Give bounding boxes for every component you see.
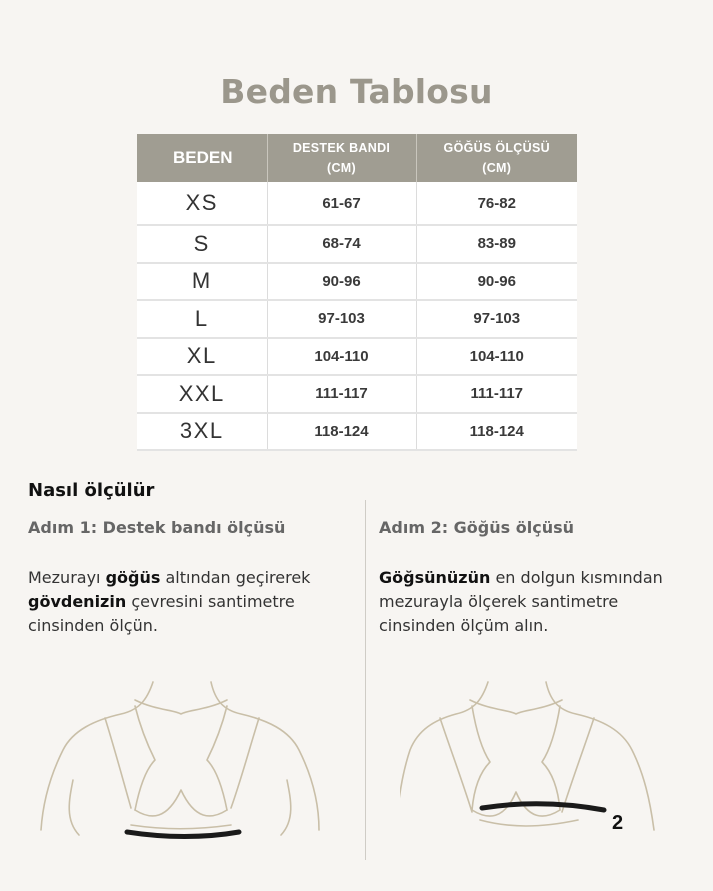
table-row bbox=[137, 182, 577, 225]
bust-cell: 90-96 bbox=[416, 263, 577, 301]
size-cell: S bbox=[137, 225, 267, 263]
band-cell: 90-96 bbox=[267, 263, 416, 301]
band-cell: 118-124 bbox=[267, 413, 416, 451]
bust-cell: 83-89 bbox=[416, 225, 577, 263]
header-band bbox=[267, 134, 416, 182]
bust-cell: 97-103 bbox=[416, 300, 577, 338]
band-cell: 97-103 bbox=[267, 300, 416, 338]
table-row bbox=[137, 375, 577, 413]
bust-cell: 111-117 bbox=[416, 375, 577, 413]
bust-cell: 118-124 bbox=[416, 413, 577, 451]
step1-text-1: Mezurayı bbox=[28, 568, 106, 587]
band-cell: 104-110 bbox=[267, 338, 416, 376]
bust-cell: 76-82 bbox=[416, 182, 577, 225]
step2-marker: 2 bbox=[612, 812, 624, 834]
header-bust bbox=[416, 134, 577, 182]
band-cell: 111-117 bbox=[267, 375, 416, 413]
table-row bbox=[137, 338, 577, 376]
size-cell: 3XL bbox=[137, 413, 267, 451]
size-cell: XS bbox=[137, 182, 267, 225]
table-row bbox=[137, 413, 577, 451]
bust-cell: 104-110 bbox=[416, 338, 577, 376]
header-size-label: BEDEN bbox=[173, 148, 233, 167]
band-cell: 61-67 bbox=[267, 182, 416, 225]
size-cell: XXL bbox=[137, 375, 267, 413]
step2-text-1: en dolgun kısmından mezurayla ölçerek santimetre cinsinden ölçüm alın. bbox=[379, 568, 663, 635]
header-band-label: DESTEK BANDI bbox=[292, 141, 391, 155]
step1-text-2: altından geçirerek bbox=[160, 568, 311, 587]
header-size bbox=[137, 134, 267, 182]
size-cell: L bbox=[137, 300, 267, 338]
size-cell: M bbox=[137, 263, 267, 301]
how-to-measure-title: Nasıl ölçülür bbox=[28, 480, 155, 501]
table-row bbox=[137, 263, 577, 301]
torso-bust-icon bbox=[400, 670, 700, 850]
header-band-unit: (CM) bbox=[327, 161, 356, 175]
size-chart-table bbox=[137, 134, 577, 451]
page-title: Beden Tablosu bbox=[220, 72, 493, 111]
step1-title: Adım 1: Destek bandı ölçüsü bbox=[28, 518, 286, 537]
band-measurement-illustration bbox=[35, 670, 325, 854]
step1-bold-2: gövdenizin bbox=[28, 592, 127, 611]
step1-instructions bbox=[28, 566, 348, 638]
band-cell: 68-74 bbox=[267, 225, 416, 263]
torso-band-icon bbox=[35, 670, 325, 850]
table-row bbox=[137, 300, 577, 338]
step2-title: Adım 2: Göğüs ölçüsü bbox=[379, 518, 574, 537]
column-divider bbox=[365, 500, 366, 860]
header-bust-label: GÖĞÜS ÖLÇÜSÜ bbox=[443, 141, 550, 155]
size-cell: XL bbox=[137, 338, 267, 376]
step1-bold-1: göğüs bbox=[105, 568, 161, 587]
table-row bbox=[137, 225, 577, 263]
bust-measurement-illustration bbox=[400, 670, 700, 854]
step2-bold-1: Göğsünüzün bbox=[379, 568, 491, 587]
step1-text-3: çevresini santimetre cinsinden ölçün. bbox=[28, 592, 295, 635]
header-bust-unit: (CM) bbox=[482, 161, 512, 175]
step2-instructions bbox=[379, 566, 699, 638]
table-header-row bbox=[137, 134, 577, 182]
